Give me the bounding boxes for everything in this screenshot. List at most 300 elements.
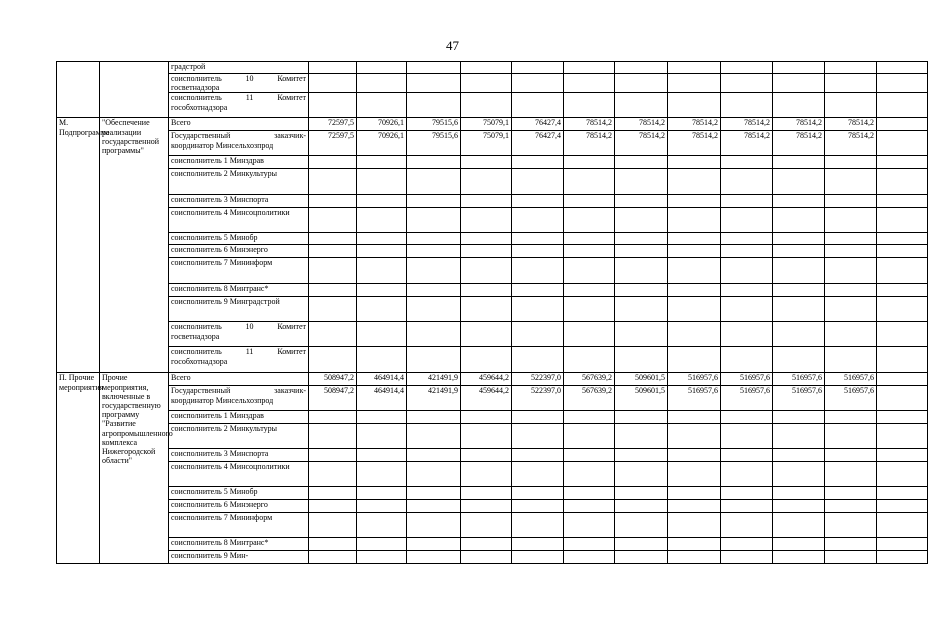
value-cell — [877, 487, 928, 500]
value-cell: 78514,2 — [721, 131, 773, 156]
value-cell — [877, 195, 928, 208]
value-cell — [461, 245, 512, 258]
value-cell — [668, 322, 721, 347]
value-cell — [512, 169, 564, 195]
executor-cell: градстрой — [169, 62, 309, 74]
table-row — [57, 449, 928, 462]
value-cell: 421491,9 — [407, 386, 461, 411]
value-cell — [668, 245, 721, 258]
value-cell — [825, 500, 877, 513]
value-cell — [877, 233, 928, 245]
value-cell — [668, 462, 721, 487]
value-cell — [461, 449, 512, 462]
table-row — [57, 513, 928, 538]
value-cell: 78514,2 — [668, 131, 721, 156]
value-cell: 459644,2 — [461, 373, 512, 386]
value-cell — [461, 297, 512, 322]
executor-cell: соисполнитель 3 Минспорта — [169, 195, 309, 208]
value-cell — [309, 462, 357, 487]
table-row — [57, 208, 928, 233]
table-row — [57, 322, 928, 347]
value-cell — [461, 500, 512, 513]
table-row — [57, 131, 928, 156]
value-cell — [615, 169, 668, 195]
value-cell — [512, 233, 564, 245]
value-cell: 516957,6 — [721, 386, 773, 411]
table-row — [57, 538, 928, 551]
value-cell — [512, 208, 564, 233]
value-cell — [773, 284, 825, 297]
value-cell — [668, 551, 721, 564]
value-cell — [357, 258, 407, 284]
value-cell — [615, 297, 668, 322]
executor-cell: соисполнитель 8 Минтранс* — [169, 538, 309, 551]
value-cell — [407, 487, 461, 500]
value-cell — [309, 322, 357, 347]
value-cell: 464914,4 — [357, 386, 407, 411]
value-cell — [615, 195, 668, 208]
value-cell: 509601,5 — [615, 386, 668, 411]
value-cell — [461, 284, 512, 297]
executor-cell: соисполнитель 11 Комитет гособхотнадзора — [169, 93, 309, 118]
value-cell — [461, 258, 512, 284]
value-cell — [615, 538, 668, 551]
value-cell — [721, 258, 773, 284]
value-cell: 509601,5 — [615, 373, 668, 386]
section-name-cell — [100, 62, 169, 118]
value-cell — [461, 411, 512, 424]
value-cell — [564, 245, 615, 258]
value-cell — [721, 62, 773, 74]
value-cell: 78514,2 — [564, 131, 615, 156]
value-cell — [357, 411, 407, 424]
table-row — [57, 195, 928, 208]
value-cell — [309, 449, 357, 462]
value-cell — [877, 284, 928, 297]
value-cell — [825, 233, 877, 245]
value-cell: 79515,6 — [407, 118, 461, 131]
value-cell — [407, 62, 461, 74]
value-cell: 516957,6 — [773, 386, 825, 411]
value-cell — [461, 93, 512, 118]
value-cell — [615, 513, 668, 538]
value-cell — [564, 462, 615, 487]
value-cell — [615, 487, 668, 500]
value-cell — [721, 513, 773, 538]
value-cell — [357, 74, 407, 93]
value-cell — [407, 347, 461, 373]
value-cell — [309, 538, 357, 551]
value-cell — [877, 347, 928, 373]
value-cell: 75079,1 — [461, 118, 512, 131]
value-cell — [877, 118, 928, 131]
value-cell: 76427,4 — [512, 131, 564, 156]
value-cell — [309, 487, 357, 500]
value-cell — [512, 513, 564, 538]
value-cell — [615, 322, 668, 347]
value-cell — [512, 156, 564, 169]
value-cell — [773, 233, 825, 245]
value-cell — [512, 424, 564, 449]
value-cell — [357, 513, 407, 538]
table-row — [57, 347, 928, 373]
value-cell — [407, 538, 461, 551]
value-cell — [825, 195, 877, 208]
value-cell — [564, 233, 615, 245]
value-cell — [773, 487, 825, 500]
section-code-cell — [57, 62, 100, 118]
value-cell: 76427,4 — [512, 118, 564, 131]
value-cell: 78514,2 — [825, 118, 877, 131]
value-cell — [564, 487, 615, 500]
value-cell — [668, 74, 721, 93]
value-cell — [773, 208, 825, 233]
value-cell — [721, 411, 773, 424]
value-cell — [773, 449, 825, 462]
value-cell: 78514,2 — [721, 118, 773, 131]
value-cell: 516957,6 — [825, 386, 877, 411]
table-row — [57, 500, 928, 513]
value-cell — [564, 208, 615, 233]
value-cell — [309, 195, 357, 208]
section-code-cell: П. Прочие мероприятия — [57, 373, 100, 564]
value-cell — [773, 195, 825, 208]
value-cell — [825, 169, 877, 195]
value-cell — [877, 208, 928, 233]
value-cell — [309, 297, 357, 322]
value-cell — [309, 284, 357, 297]
page-number: 47 — [446, 38, 459, 53]
value-cell — [615, 74, 668, 93]
value-cell — [721, 169, 773, 195]
value-cell — [407, 424, 461, 449]
value-cell — [512, 284, 564, 297]
value-cell — [407, 208, 461, 233]
value-cell — [668, 347, 721, 373]
value-cell — [877, 386, 928, 411]
value-cell — [407, 74, 461, 93]
value-cell — [309, 551, 357, 564]
executor-cell: Государственный заказчик-координатор Минсельхозпрод — [169, 131, 309, 156]
executor-cell: соисполнитель 10 Комитет госветнадзора — [169, 322, 309, 347]
value-cell — [615, 208, 668, 233]
table-row — [57, 386, 928, 411]
value-cell — [564, 195, 615, 208]
value-cell — [773, 93, 825, 118]
value-cell — [721, 462, 773, 487]
value-cell — [461, 74, 512, 93]
value-cell: 508947,2 — [309, 373, 357, 386]
table-row — [57, 284, 928, 297]
value-cell — [407, 233, 461, 245]
value-cell — [407, 245, 461, 258]
value-cell — [615, 411, 668, 424]
executor-cell: соисполнитель 2 Минкультуры — [169, 169, 309, 195]
value-cell: 70926,1 — [357, 131, 407, 156]
value-cell — [615, 156, 668, 169]
value-cell: 78514,2 — [773, 131, 825, 156]
executor-cell: соисполнитель 5 Минобр — [169, 487, 309, 500]
value-cell — [407, 322, 461, 347]
value-cell — [825, 245, 877, 258]
value-cell — [668, 208, 721, 233]
value-cell: 70926,1 — [357, 118, 407, 131]
value-cell — [407, 449, 461, 462]
table-row — [57, 551, 928, 564]
value-cell — [357, 233, 407, 245]
value-cell — [357, 208, 407, 233]
executor-cell: соисполнитель 6 Минэнерго — [169, 245, 309, 258]
value-cell — [407, 513, 461, 538]
value-cell: 78514,2 — [773, 118, 825, 131]
value-cell — [877, 411, 928, 424]
executor-cell: Государственный заказчик-координатор Минсельхозпрод — [169, 386, 309, 411]
value-cell: 79515,6 — [407, 131, 461, 156]
value-cell — [564, 284, 615, 297]
value-cell — [512, 322, 564, 347]
value-cell — [877, 169, 928, 195]
value-cell: 459644,2 — [461, 386, 512, 411]
value-cell: 567639,2 — [564, 373, 615, 386]
value-cell — [877, 462, 928, 487]
value-cell — [564, 258, 615, 284]
value-cell — [877, 449, 928, 462]
executor-cell: соисполнитель 4 Минсоцполитики — [169, 208, 309, 233]
executor-cell: соисполнитель 8 Минтранс* — [169, 284, 309, 297]
value-cell: 567639,2 — [564, 386, 615, 411]
value-cell — [668, 513, 721, 538]
value-cell — [461, 62, 512, 74]
value-cell — [668, 156, 721, 169]
executor-cell: соисполнитель 10 Комитет госветнадзора — [169, 74, 309, 93]
value-cell — [309, 245, 357, 258]
value-cell — [357, 322, 407, 347]
value-cell — [773, 513, 825, 538]
value-cell — [877, 424, 928, 449]
value-cell — [407, 500, 461, 513]
table-row — [57, 245, 928, 258]
value-cell — [564, 500, 615, 513]
value-cell: 516957,6 — [773, 373, 825, 386]
executor-cell: соисполнитель 9 Мин- — [169, 551, 309, 564]
value-cell — [773, 297, 825, 322]
value-cell — [309, 156, 357, 169]
executor-cell: соисполнитель 9 Минградстрой — [169, 297, 309, 322]
value-cell — [877, 156, 928, 169]
value-cell — [461, 195, 512, 208]
value-cell: 78514,2 — [615, 118, 668, 131]
value-cell — [668, 93, 721, 118]
value-cell — [512, 347, 564, 373]
value-cell — [721, 156, 773, 169]
value-cell — [825, 74, 877, 93]
value-cell — [668, 411, 721, 424]
value-cell — [668, 449, 721, 462]
value-cell — [357, 347, 407, 373]
value-cell — [309, 411, 357, 424]
value-cell — [512, 195, 564, 208]
value-cell — [512, 551, 564, 564]
value-cell — [357, 462, 407, 487]
value-cell — [615, 500, 668, 513]
executor-cell: соисполнитель 3 Минспорта — [169, 449, 309, 462]
value-cell — [877, 551, 928, 564]
section-code-cell: М. Подпрограмма — [57, 118, 100, 373]
value-cell — [773, 462, 825, 487]
value-cell — [721, 93, 773, 118]
value-cell — [773, 347, 825, 373]
value-cell — [825, 347, 877, 373]
value-cell — [825, 538, 877, 551]
value-cell — [309, 208, 357, 233]
value-cell — [564, 424, 615, 449]
value-cell — [721, 245, 773, 258]
value-cell — [773, 500, 825, 513]
value-cell: 516957,6 — [668, 386, 721, 411]
budget-table — [56, 61, 928, 564]
table-row — [57, 118, 928, 131]
value-cell — [825, 411, 877, 424]
value-cell — [512, 411, 564, 424]
value-cell — [357, 551, 407, 564]
value-cell — [564, 411, 615, 424]
value-cell — [773, 245, 825, 258]
executor-cell: соисполнитель 2 Минкультуры — [169, 424, 309, 449]
executor-cell: соисполнитель 7 Мининформ — [169, 513, 309, 538]
value-cell: 464914,4 — [357, 373, 407, 386]
table-row — [57, 411, 928, 424]
table-row — [57, 169, 928, 195]
value-cell — [773, 62, 825, 74]
value-cell — [825, 284, 877, 297]
section-name-cell: "Обеспечение реализации государственной программы" — [100, 118, 169, 373]
value-cell — [668, 500, 721, 513]
value-cell — [877, 500, 928, 513]
value-cell — [721, 487, 773, 500]
value-cell — [564, 551, 615, 564]
section-name-cell: Прочие мероприятия, включенные в государственную программу "Развитие агропромышленного комплекса Нижегородской области" — [100, 373, 169, 564]
value-cell — [407, 195, 461, 208]
table-row — [57, 297, 928, 322]
value-cell — [357, 169, 407, 195]
value-cell: 421491,9 — [407, 373, 461, 386]
value-cell — [357, 500, 407, 513]
table-row — [57, 156, 928, 169]
value-cell — [877, 245, 928, 258]
value-cell — [773, 156, 825, 169]
value-cell — [721, 551, 773, 564]
value-cell — [407, 93, 461, 118]
value-cell: 78514,2 — [825, 131, 877, 156]
value-cell — [877, 322, 928, 347]
value-cell: 522397,0 — [512, 386, 564, 411]
value-cell — [512, 538, 564, 551]
value-cell — [825, 297, 877, 322]
value-cell — [615, 284, 668, 297]
value-cell: 516957,6 — [721, 373, 773, 386]
value-cell — [461, 169, 512, 195]
executor-cell: соисполнитель 6 Минэнерго — [169, 500, 309, 513]
value-cell — [668, 538, 721, 551]
value-cell — [309, 347, 357, 373]
value-cell — [615, 62, 668, 74]
value-cell — [309, 93, 357, 118]
value-cell — [721, 500, 773, 513]
value-cell — [825, 258, 877, 284]
value-cell — [564, 74, 615, 93]
value-cell — [309, 233, 357, 245]
table-row — [57, 462, 928, 487]
value-cell: 78514,2 — [615, 131, 668, 156]
value-cell — [877, 513, 928, 538]
value-cell — [721, 538, 773, 551]
value-cell — [668, 258, 721, 284]
value-cell — [615, 258, 668, 284]
value-cell — [721, 208, 773, 233]
value-cell — [564, 347, 615, 373]
value-cell — [825, 449, 877, 462]
value-cell — [877, 297, 928, 322]
table-row — [57, 487, 928, 500]
value-cell — [407, 258, 461, 284]
value-cell — [773, 258, 825, 284]
value-cell — [309, 169, 357, 195]
value-cell — [357, 538, 407, 551]
value-cell — [615, 233, 668, 245]
value-cell — [773, 322, 825, 347]
value-cell — [721, 74, 773, 93]
value-cell — [825, 513, 877, 538]
value-cell — [564, 322, 615, 347]
value-cell — [721, 347, 773, 373]
table-body — [57, 62, 928, 564]
value-cell — [721, 322, 773, 347]
value-cell: 516957,6 — [825, 373, 877, 386]
value-cell — [668, 297, 721, 322]
executor-cell: Всего — [169, 373, 309, 386]
value-cell — [615, 347, 668, 373]
value-cell — [407, 411, 461, 424]
executor-cell: соисполнитель 1 Минздрав — [169, 411, 309, 424]
executor-cell: Всего — [169, 118, 309, 131]
value-cell — [825, 462, 877, 487]
value-cell — [668, 284, 721, 297]
value-cell — [825, 156, 877, 169]
value-cell — [721, 195, 773, 208]
value-cell — [877, 131, 928, 156]
value-cell — [773, 424, 825, 449]
value-cell — [564, 513, 615, 538]
value-cell — [512, 62, 564, 74]
value-cell — [512, 258, 564, 284]
value-cell — [564, 62, 615, 74]
executor-cell: соисполнитель 7 Мининформ — [169, 258, 309, 284]
value-cell: 78514,2 — [668, 118, 721, 131]
value-cell: 508947,2 — [309, 386, 357, 411]
table-row — [57, 74, 928, 93]
value-cell: 516957,6 — [668, 373, 721, 386]
value-cell — [461, 551, 512, 564]
value-cell — [461, 487, 512, 500]
table-row — [57, 93, 928, 118]
value-cell: 522397,0 — [512, 373, 564, 386]
value-cell — [564, 93, 615, 118]
value-cell — [721, 297, 773, 322]
value-cell — [309, 424, 357, 449]
value-cell — [407, 551, 461, 564]
value-cell — [512, 487, 564, 500]
value-cell — [461, 513, 512, 538]
